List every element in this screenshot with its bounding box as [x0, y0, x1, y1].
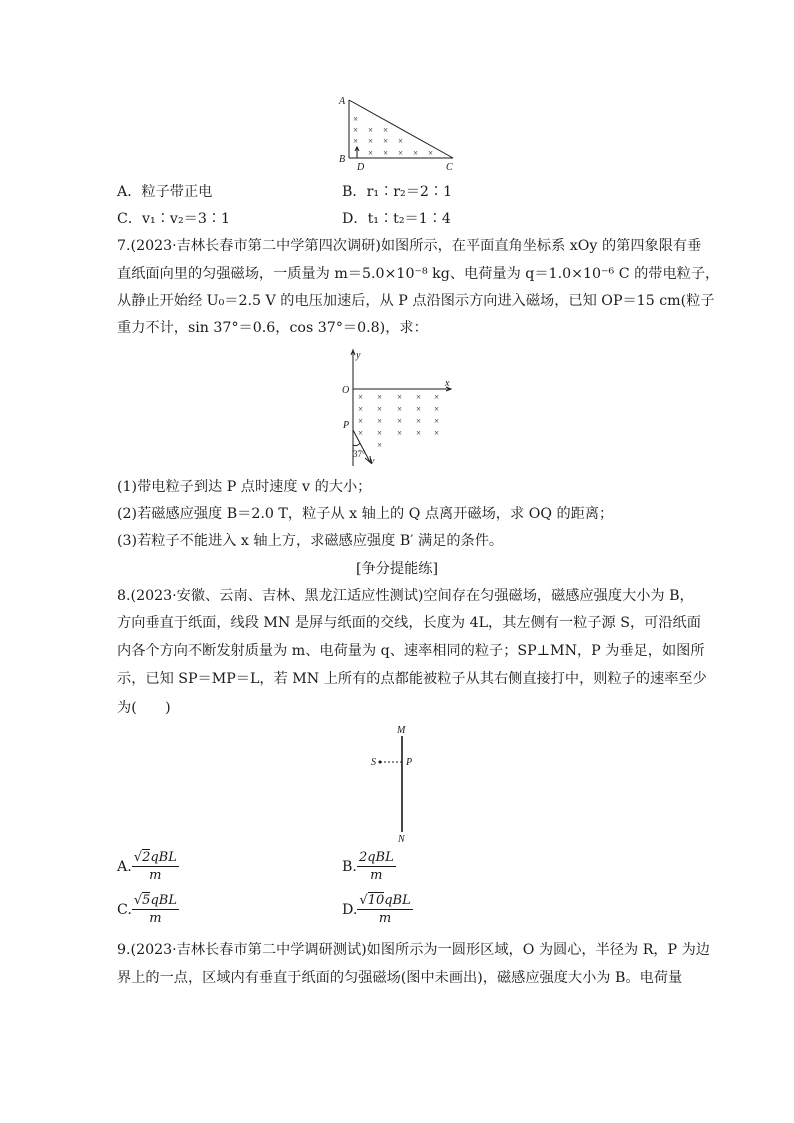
svg-text:×: × [416, 392, 422, 402]
q8-option-d [342, 893, 413, 926]
svg-text:×: × [358, 428, 364, 438]
svg-text:×: × [413, 148, 419, 158]
q6-label-d: D [357, 162, 365, 172]
q8-label-m: M [397, 725, 406, 736]
q8-option-b-fraction: $\frac{\text{2qBL}}{m}$ [358, 850, 394, 883]
svg-text:×: × [353, 136, 359, 146]
q8-option-c-fraction: $\frac{\text{√5qBL}}{m}$ [133, 893, 177, 926]
svg-text:×: × [358, 392, 364, 402]
svg-text:×: × [377, 428, 383, 438]
q7-label-angle: 37° [353, 449, 366, 459]
section-title: [争分提能练] [355, 561, 438, 577]
q7-label-v: v [370, 456, 375, 467]
q7-label-y: y [356, 350, 361, 361]
q7-line-1: 7.(2023·吉林长春市第二中学第四次调研)如图所示，在平面直角坐标系 xOy 的第四象限有垂 [117, 238, 702, 254]
svg-text:×: × [368, 136, 374, 146]
q8-option-d-letter: D. [342, 902, 358, 918]
svg-text:×: × [434, 428, 440, 438]
q8-option-b-letter: B. [342, 859, 357, 875]
svg-text:×: × [383, 125, 389, 135]
q6-option-c: C．v₁∶v₂＝3∶1 [117, 211, 231, 227]
q9-line-2: 界上的一点，区域内有垂直于纸面的匀强磁场(图中未画出)，磁感应强度大小为 B。电荷量 [117, 970, 683, 986]
q6-triangle-figure [335, 92, 465, 172]
q7-sub-3: (3)若粒子不能进入 x 轴上方，求磁感应强度 B′ 满足的条件。 [117, 533, 504, 549]
q8-option-a-letter: A. [117, 859, 132, 875]
svg-text:×: × [377, 392, 383, 402]
svg-text:×: × [397, 416, 403, 426]
q8-source-dot [379, 761, 382, 764]
svg-text:×: × [416, 404, 422, 414]
q7-label-x: x [445, 378, 450, 389]
svg-text:×: × [377, 404, 383, 414]
q7-field-crosses [358, 392, 439, 450]
q8-label-p: P [406, 757, 413, 768]
svg-text:×: × [397, 428, 403, 438]
svg-text:×: × [434, 404, 440, 414]
q8-line-2: 方向垂直于纸面，线段 MN 是屏与纸面的交线，长度为 4L，其左侧有一粒子源 S，可沿纸面 [117, 615, 701, 631]
q6-field-crosses [353, 114, 433, 158]
q7-line-3: 从静止开始经 U₀＝2.5 V 的电压加速后，从 P 点沿图示方向进入磁场，已知 OP＝15 cm(粒子 [117, 293, 715, 309]
q8-label-n: N [398, 834, 405, 844]
svg-text:×: × [398, 136, 404, 146]
q6-label-c: C [446, 162, 453, 172]
svg-text:×: × [353, 114, 359, 124]
q6-option-b: B．r₁∶r₂＝2∶1 [342, 184, 453, 200]
q8-line-5: 为( ) [117, 700, 171, 716]
q8-line-4: 示，已知 SP＝MP＝L，若 MN 上所有的点都能被粒子从其右侧直接打中，则粒子的速率至少 [117, 671, 707, 687]
q6-option-d: D．t₁∶t₂＝1∶4 [342, 211, 451, 227]
q7-line-2: 直纸面向里的匀强磁场，一质量为 m＝5.0×10⁻⁸ kg、电荷量为 q＝1.0×10⁻⁶ C 的带电粒子， [117, 266, 720, 282]
svg-text:×: × [434, 392, 440, 402]
q7-label-o: O [342, 385, 350, 396]
q8-option-c-letter: C. [117, 902, 132, 918]
q8-label-s: S [371, 757, 376, 768]
svg-text:×: × [428, 148, 434, 158]
q7-sub-2: (2)若磁感应强度 B＝2.0 T，粒子从 x 轴上的 Q 点离开磁场，求 OQ 的距离； [117, 506, 614, 522]
svg-text:×: × [358, 416, 364, 426]
q8-screen-figure [366, 722, 426, 844]
q7-label-p: P [343, 420, 350, 431]
svg-text:×: × [398, 148, 404, 158]
q9-line-1: 9.(2023·吉林长春市第二中学调研测试)如图所示为一圆形区域，O 为圆心，半径为 R，P 为边 [117, 942, 710, 958]
svg-text:×: × [368, 148, 374, 158]
svg-text:×: × [434, 416, 440, 426]
svg-text:×: × [368, 125, 374, 135]
svg-text:×: × [397, 392, 403, 402]
q8-line-1: 8.(2023·安徽、云南、吉林、黑龙江适应性测试)空间存在匀强磁场，磁感应强度大小为 B， [117, 588, 694, 604]
svg-text:×: × [377, 416, 383, 426]
q6-option-a: A．粒子带正电 [117, 184, 213, 200]
svg-text:×: × [377, 440, 383, 450]
q6-label-b: B [339, 154, 346, 165]
svg-text:×: × [358, 404, 364, 414]
q7-sub-1: (1)带电粒子到达 P 点时速度 v 的大小； [117, 479, 372, 495]
q6-label-a: A [339, 96, 346, 107]
q7-line-4: 重力不计，sin 37°＝0.6，cos 37°＝0.8)，求： [117, 320, 428, 336]
svg-text:×: × [416, 416, 422, 426]
q8-line-3: 内各个方向不断发射质量为 m、电荷量为 q、速率相同的粒子；SP⊥MN，P 为垂足，如图所 [117, 643, 705, 659]
q7-angle-arc [353, 443, 360, 446]
svg-text:×: × [397, 404, 403, 414]
svg-text:×: × [353, 125, 359, 135]
svg-text:×: × [416, 428, 422, 438]
q8-option-d-fraction: $\frac{\text{√10qBL}}{m}$ [359, 893, 411, 926]
q7-coordinate-figure [336, 346, 461, 468]
q8-option-a [117, 850, 179, 883]
svg-text:×: × [383, 148, 389, 158]
q8-option-a-fraction: $\frac{\text{√2qBL}}{m}$ [133, 850, 177, 883]
svg-text:×: × [383, 136, 389, 146]
q8-option-c [117, 893, 179, 926]
q8-option-b [342, 850, 396, 883]
